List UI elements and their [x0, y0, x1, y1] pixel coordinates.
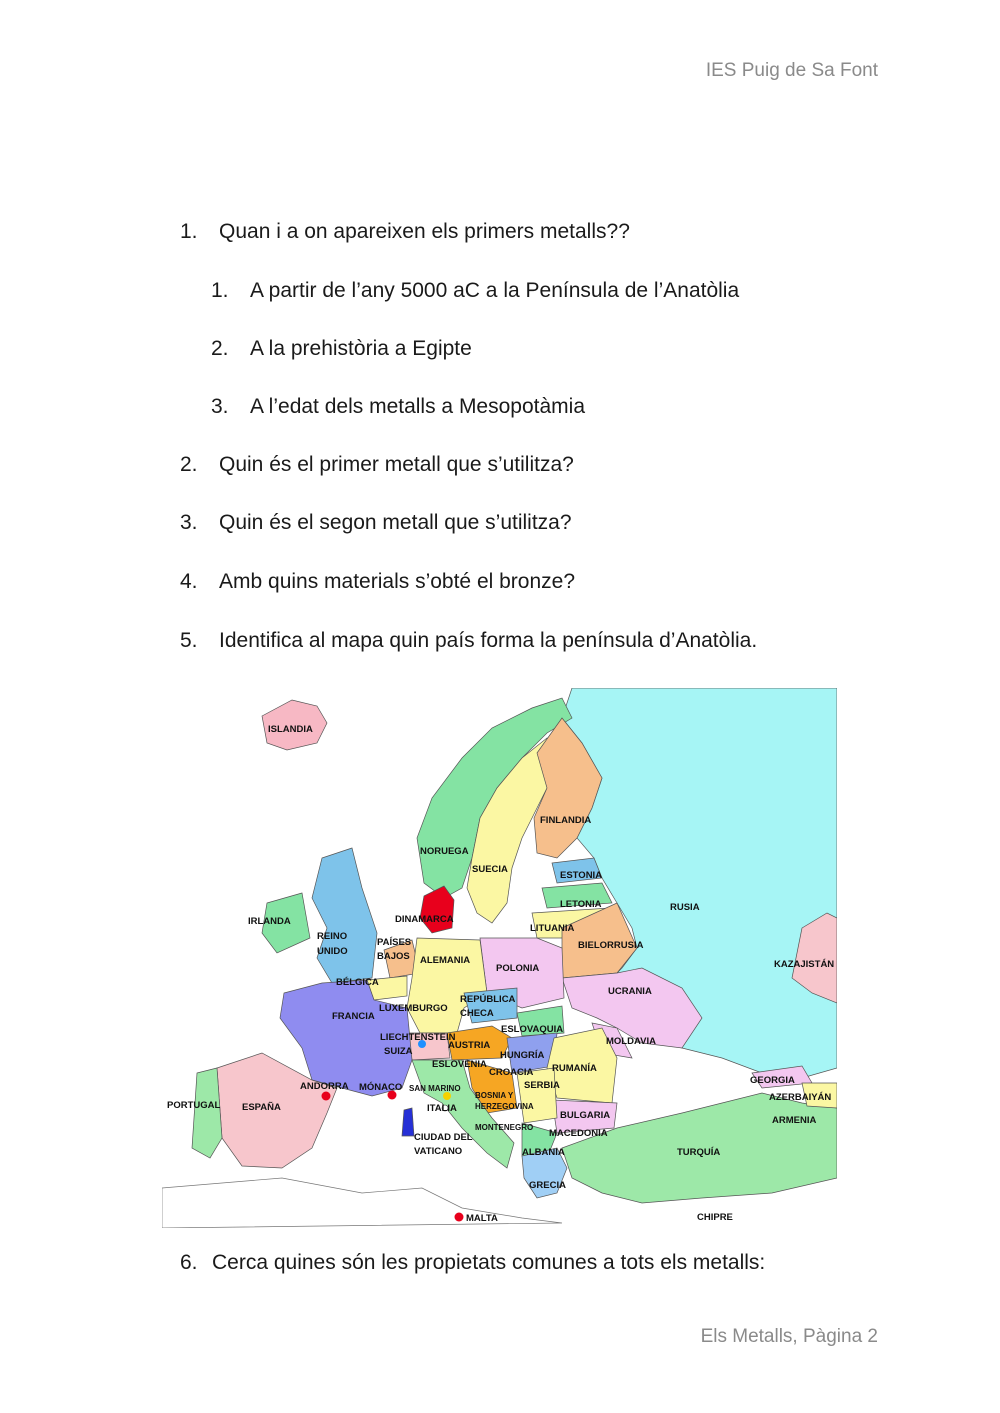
question-number: 6.	[180, 1251, 198, 1274]
label-irlanda: IRLANDA	[248, 916, 291, 927]
san-marino-marker	[443, 1092, 451, 1100]
question-number: 1.	[180, 220, 198, 243]
sardinia-region	[402, 1108, 414, 1136]
question-number: 4.	[180, 570, 198, 593]
label-belgica: BÉLGICA	[336, 977, 379, 988]
label-reino-line1: REINO	[317, 931, 348, 942]
label-estonia: ESTONIA	[560, 870, 603, 881]
label-macedonia: MACEDONIA	[549, 1128, 608, 1139]
label-suecia: SUECIA	[472, 864, 508, 875]
label-alemania: ALEMANIA	[420, 955, 471, 966]
option-2	[211, 335, 472, 363]
label-lituania: LITUANIA	[530, 923, 575, 934]
question-1	[180, 218, 630, 246]
label-letonia: LETONIA	[560, 899, 602, 910]
option-number: 2.	[211, 337, 229, 360]
question-3	[180, 509, 572, 537]
header-school: IES Puig de Sa Font	[705, 60, 878, 81]
label-reino-line2: UNIDO	[317, 946, 348, 957]
malta-marker	[455, 1213, 464, 1222]
label-hungria: HUNGRÍA	[500, 1050, 545, 1061]
label-rusia: RUSIA	[670, 902, 700, 913]
europe-map	[162, 688, 837, 1228]
question-text: Quan i a on apareixen els primers metalls??	[219, 220, 630, 243]
label-paises-line1: PAÍSES	[377, 937, 412, 948]
label-luxemburgo: LUXEMBURGO	[379, 1003, 448, 1014]
label-grecia: GRECIA	[529, 1180, 566, 1191]
label-republica-line2: CHECA	[460, 1008, 494, 1019]
label-finlandia: FINLANDIA	[540, 815, 592, 826]
label-bulgaria: BULGARIA	[560, 1110, 611, 1121]
label-azerbaiyan: AZERBAIYÁN	[769, 1092, 832, 1103]
footer-page: Els Metalls, Pàgina 2	[700, 1326, 878, 1347]
label-paises-line2: BAJOS	[377, 951, 410, 962]
label-italia: ITALIA	[427, 1103, 457, 1114]
option-number: 1.	[211, 279, 229, 302]
label-espana: ESPAÑA	[242, 1102, 281, 1113]
label-ciudad-line1: CIUDAD DEL	[414, 1132, 473, 1143]
label-malta: MALTA	[466, 1213, 498, 1224]
andorra-marker	[322, 1092, 331, 1101]
label-croacia: CROACIA	[489, 1067, 534, 1078]
label-kazajistan: KAZAJISTÁN	[774, 959, 835, 970]
option-number: 3.	[211, 395, 229, 418]
label-montenegro: MONTENEGRO	[475, 1123, 534, 1132]
label-liechtenstein: LIECHTENSTEIN	[380, 1032, 456, 1043]
label-albania: ALBANIA	[522, 1147, 565, 1158]
label-armenia: ARMENIA	[772, 1115, 817, 1126]
label-islandia: ISLANDIA	[268, 724, 313, 735]
label-portugal: PORTUGAL	[167, 1100, 221, 1111]
label-bosnia-line1: BOSNIA Y	[475, 1091, 514, 1100]
label-austria: AUSTRIA	[448, 1040, 491, 1051]
label-ucrania: UCRANIA	[608, 986, 652, 997]
label-turquia: TURQUÍA	[677, 1147, 721, 1158]
option-3	[211, 393, 585, 421]
label-chipre: CHIPRE	[697, 1212, 733, 1223]
label-suiza: SUIZA	[384, 1046, 413, 1057]
label-eslovaquia: ESLOVAQUIA	[501, 1024, 564, 1035]
question-text: Identifica al mapa quin país forma la península d’Anatòlia.	[219, 629, 758, 652]
question-number: 3.	[180, 511, 198, 534]
label-bosnia-line2: HERZEGOVINA	[475, 1102, 534, 1111]
portugal-region	[192, 1068, 222, 1158]
option-text: A la prehistòria a Egipte	[250, 337, 472, 360]
label-francia: FRANCIA	[332, 1011, 375, 1022]
label-san-marino: SAN MARINO	[409, 1084, 461, 1093]
question-number: 2.	[180, 453, 198, 476]
option-1	[211, 277, 739, 305]
label-serbia: SERBIA	[524, 1080, 560, 1091]
label-noruega: NORUEGA	[420, 846, 469, 857]
question-5	[180, 627, 757, 655]
label-republica-line1: REPÚBLICA	[460, 994, 516, 1005]
question-number: 5.	[180, 629, 198, 652]
question-2	[180, 451, 574, 479]
label-moldavia: MOLDAVIA	[606, 1036, 656, 1047]
question-6	[180, 1249, 765, 1277]
label-ciudad-line2: VATICANO	[414, 1146, 463, 1157]
question-text: Amb quins materials s’obté el bronze?	[219, 570, 576, 593]
question-text: Cerca quines són les propietats comunes a tots els metalls:	[212, 1251, 766, 1274]
option-text: A partir de l’any 5000 aC a la Península de l’Anatòlia	[250, 279, 740, 302]
label-monaco: MÓNACO	[359, 1082, 403, 1093]
question-4	[180, 568, 575, 596]
label-andorra: ANDORRA	[300, 1081, 349, 1092]
question-text: Quin és el primer metall que s’utilitza?	[219, 453, 574, 476]
question-text: Quin és el segon metall que s’utilitza?	[219, 511, 572, 534]
label-eslovenia: ESLOVENIA	[432, 1059, 487, 1070]
label-dinamarca: DINAMARCA	[395, 914, 454, 925]
label-georgia: GEORGIA	[750, 1075, 795, 1086]
label-rumania: RUMANÍA	[552, 1063, 597, 1074]
label-polonia: POLONIA	[496, 963, 540, 974]
option-text: A l’edat dels metalls a Mesopotàmia	[250, 395, 586, 418]
label-bielorrusia: BIELORRUSIA	[578, 940, 644, 951]
